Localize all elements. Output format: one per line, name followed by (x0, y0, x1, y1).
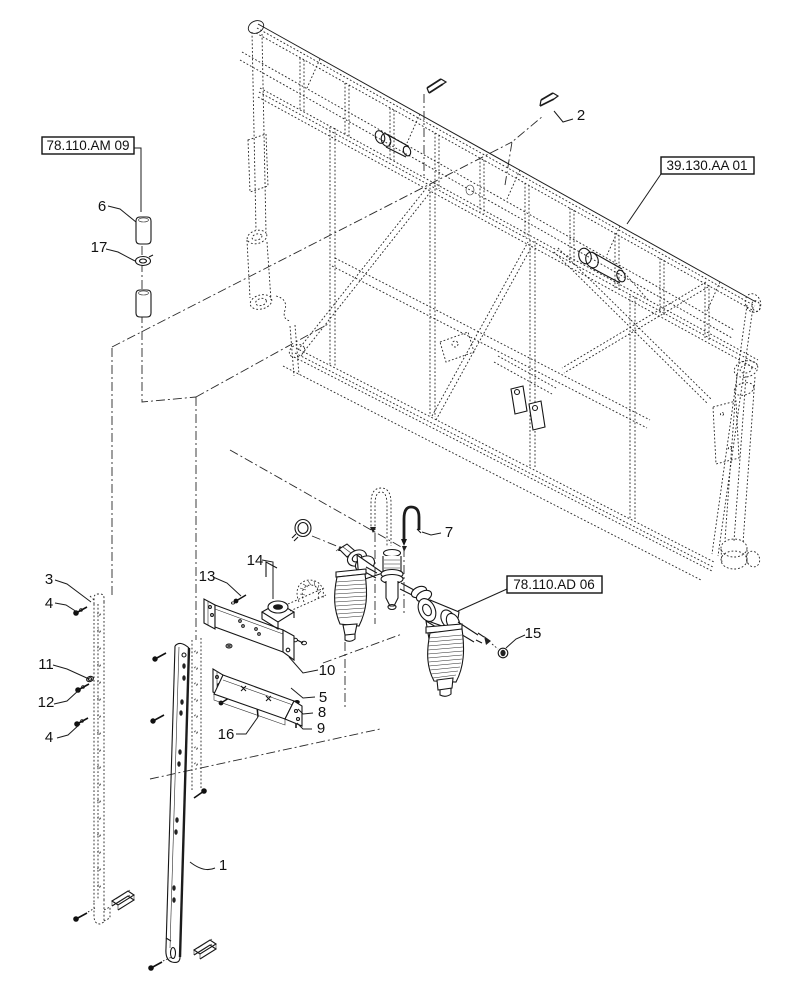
callout-14[interactable]: 14 (246, 552, 264, 569)
callout-1[interactable]: 1 (218, 857, 228, 874)
callout-7[interactable]: 7 (444, 524, 454, 541)
pin-lower-part (136, 290, 151, 317)
callout-4a[interactable]: 4 (44, 595, 54, 612)
ref-box-ad06[interactable] (507, 576, 602, 593)
grommet-14-part (268, 601, 288, 613)
ref-box-ad06-label[interactable]: 78.110.AD 06 (513, 577, 595, 592)
callout-13[interactable]: 13 (198, 568, 216, 585)
callout-12[interactable]: 12 (37, 694, 55, 711)
callout-4b[interactable]: 4 (44, 729, 54, 746)
callout-15[interactable]: 15 (524, 625, 542, 642)
callout-17[interactable]: 17 (90, 239, 108, 256)
ref-box-am09[interactable] (42, 137, 134, 154)
ref-box-aa01[interactable] (661, 157, 754, 174)
callout-3[interactable]: 3 (44, 571, 54, 588)
callout-6[interactable]: 6 (97, 198, 107, 215)
callout-9[interactable]: 9 (316, 720, 326, 737)
pin-6-part (136, 217, 151, 244)
callout-5[interactable]: 5 (318, 689, 328, 706)
callout-2[interactable]: 2 (576, 107, 586, 124)
ref-box-am09-label[interactable]: 78.110.AM 09 (46, 138, 130, 153)
callout-10[interactable]: 10 (318, 662, 336, 679)
ref-box-aa01-label[interactable]: 39.130.AA 01 (666, 158, 748, 173)
callout-8[interactable]: 8 (317, 704, 327, 721)
callout-16[interactable]: 16 (217, 726, 235, 743)
callout-11[interactable]: 11 (38, 656, 54, 673)
